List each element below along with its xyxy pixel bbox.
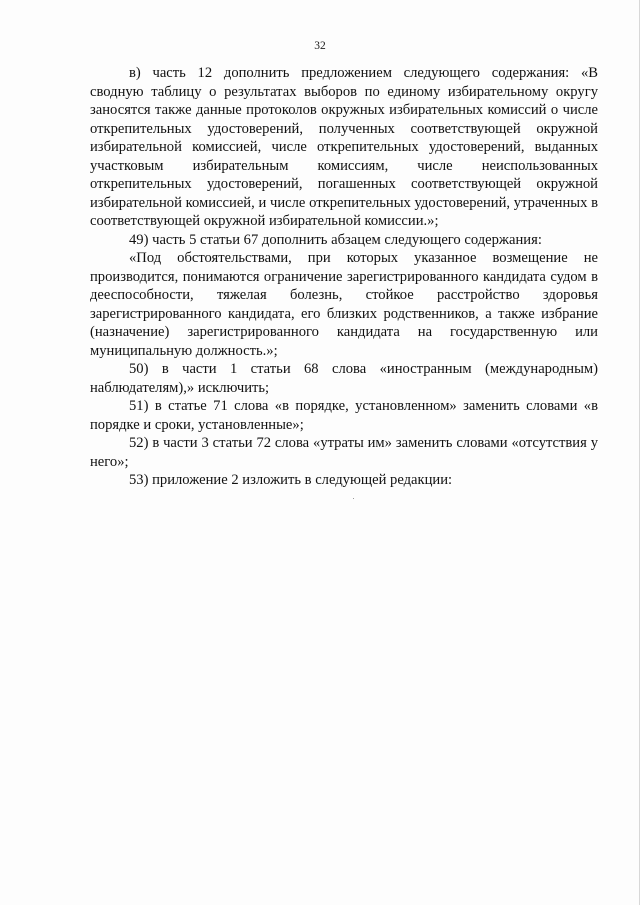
paragraph-quoted-text: «Под обстоятельствами, при которых указанное возмещение не производится, понимаются ограничение зарегистрированного кандидата судом в дееспособности, тяжелая болезнь, стойкое расстройство здоровья зарегистрированного кандидата, его близких родственников, а также избрание (назначение) зарегистрированного кандидата на государственную или муниципальную должность.»;	[90, 250, 598, 359]
paragraph-item-53: 53) приложение 2 изложить в следующей редакции:	[129, 472, 453, 488]
paragraph-item-51: 51) в статье 71 слова «в порядке, установленном» заменить словами «в порядке и сроки, установленные»;	[90, 398, 598, 433]
paragraph-amendment-v: в) часть 12 дополнить предложением следующего содержания: «В сводную таблицу о результатах выборов по единому избирательному округу заносятся также данные протоколов окружных избирательных комиссий о числе открепительных удостоверений, полученных соответствующей окружной избирательной комиссией, числе открепительных удостоверений, выданных участковым избирательным комиссиям, числе неиспользованных открепительных удостоверений, погашенных соответствующей окружной избирательной комиссией, и числе открепительных удостоверений, утраченных в соответствующей окружной избирательной комиссии.»;	[90, 65, 598, 229]
paragraph-item-49: 49) часть 5 статьи 67 дополнить абзацем следующего содержания:	[129, 231, 542, 248]
scan-speck	[353, 498, 354, 499]
paragraph-item-50: 50) в части 1 статьи 68 слова «иностранным (международным) наблюдателям),» исключить;	[90, 361, 598, 396]
paragraph-item-52: 52) в части 3 статьи 72 слова «утраты им» заменить словами «отсутствия у него»;	[90, 435, 598, 470]
document-body	[90, 64, 598, 490]
page-number: 32	[314, 40, 326, 52]
